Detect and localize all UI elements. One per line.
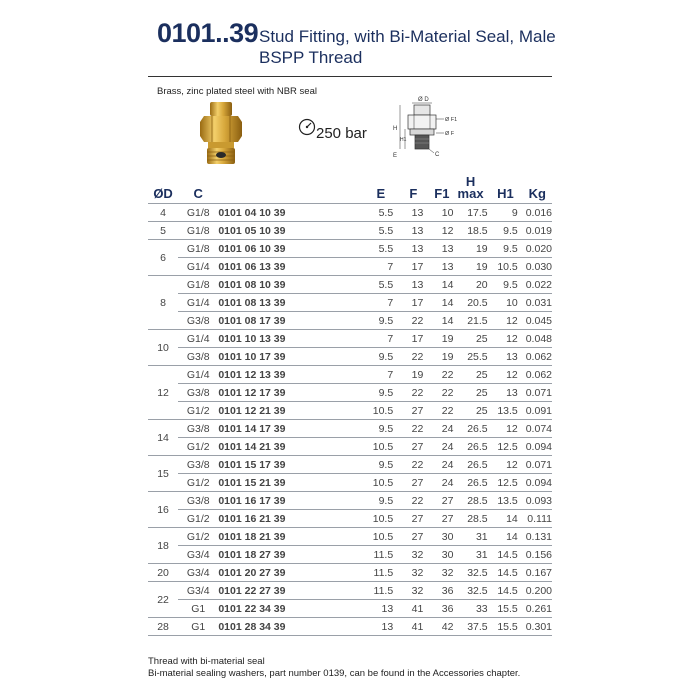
dim-f1: 24 [423,474,453,492]
label-h: H [393,126,398,132]
col-header-od: ØD [148,174,178,204]
weight-kg: 0.111 [518,510,552,528]
dim-e: 9.5 [339,312,393,330]
thread-size: G3/8 [178,348,218,366]
header-divider [148,76,552,77]
dim-h1: 12 [488,420,518,438]
thread-size: G3/8 [178,492,218,510]
weight-kg: 0.062 [518,366,552,384]
weight-kg: 0.022 [518,276,552,294]
dim-f: 27 [393,402,423,420]
weight-kg: 0.094 [518,438,552,456]
outer-diameter: 8 [148,276,178,330]
dim-h: 18.5 [453,222,487,240]
dim-f1: 22 [423,384,453,402]
dim-h: 20.5 [453,294,487,312]
col-header-h1: H1 [488,174,518,204]
thread-size: G1/4 [178,294,218,312]
weight-kg: 0.156 [518,546,552,564]
table-header-row [148,174,552,204]
dim-h1: 14.5 [488,582,518,600]
table-row [148,240,552,258]
dim-h1: 14.5 [488,546,518,564]
part-number: 0101 06 10 39 [218,240,339,258]
weight-kg: 0.200 [518,582,552,600]
dim-h1: 13 [488,348,518,366]
outer-diameter: 10 [148,330,178,366]
dim-f1: 22 [423,366,453,384]
table-row [148,474,552,492]
table-row [148,330,552,348]
dim-h1: 12 [488,456,518,474]
part-number: 0101 18 27 39 [218,546,339,564]
dim-f1: 24 [423,438,453,456]
dim-h1: 13 [488,384,518,402]
table-row [148,258,552,276]
dim-h1: 9 [488,204,518,222]
part-number: 0101 15 21 39 [218,474,339,492]
dim-h1: 12.5 [488,438,518,456]
dim-f: 13 [393,276,423,294]
table-row [148,276,552,294]
col-header-f1: F1 [423,174,453,204]
weight-kg: 0.030 [518,258,552,276]
dim-e: 11.5 [339,564,393,582]
weight-kg: 0.131 [518,528,552,546]
thread-size: G3/8 [178,420,218,438]
outer-diameter: 14 [148,420,178,456]
part-number: 0101 14 21 39 [218,438,339,456]
outer-diameter: 18 [148,528,178,564]
thread-size: G1/8 [178,222,218,240]
dim-f1: 27 [423,510,453,528]
dim-f1: 30 [423,528,453,546]
dim-e: 9.5 [339,456,393,474]
dim-h1: 10.5 [488,258,518,276]
dim-h1: 15.5 [488,600,518,618]
material-description: Brass, zinc plated steel with NBR seal [157,86,317,97]
dim-h1: 15.5 [488,618,518,636]
weight-kg: 0.020 [518,240,552,258]
part-number: 0101 20 27 39 [218,564,339,582]
dim-f: 17 [393,330,423,348]
product-title-line1: Stud Fitting, with Bi-Material Seal, Male [259,27,556,46]
table-row [148,582,552,600]
footnote-bi-material: Thread with bi-material seal [148,656,265,667]
technical-drawing [388,93,468,163]
dim-e: 10.5 [339,438,393,456]
dim-h: 19 [453,240,487,258]
dim-e: 10.5 [339,402,393,420]
dim-h1: 13.5 [488,492,518,510]
dim-h1: 9.5 [488,276,518,294]
dim-h: 21.5 [453,312,487,330]
dim-f1: 36 [423,600,453,618]
weight-kg: 0.167 [518,564,552,582]
label-od: Ø D [418,97,429,103]
table-row [148,348,552,366]
thread-size: G1 [178,600,218,618]
dim-e: 5.5 [339,204,393,222]
part-number: 0101 12 13 39 [218,366,339,384]
table-row [148,366,552,384]
dim-h: 26.5 [453,438,487,456]
dim-f: 32 [393,582,423,600]
dim-e: 11.5 [339,582,393,600]
outer-diameter: 4 [148,204,178,222]
outer-diameter: 15 [148,456,178,492]
table-row [148,294,552,312]
dim-e: 10.5 [339,474,393,492]
dim-e: 13 [339,600,393,618]
table-row [148,312,552,330]
thread-size: G1/8 [178,204,218,222]
part-number: 0101 16 21 39 [218,510,339,528]
col-header-h-sub: max [457,186,484,201]
weight-kg: 0.048 [518,330,552,348]
dim-h1: 12 [488,366,518,384]
weight-kg: 0.074 [518,420,552,438]
col-header-h [453,174,487,204]
dim-h: 26.5 [453,456,487,474]
dim-h: 28.5 [453,492,487,510]
dim-h1: 14.5 [488,564,518,582]
table-body [148,204,552,636]
dim-f1: 24 [423,420,453,438]
part-number: 0101 08 10 39 [218,276,339,294]
dim-f: 27 [393,474,423,492]
col-header-kg: Kg [518,174,552,204]
dim-e: 10.5 [339,528,393,546]
col-header-part [218,174,339,204]
col-header-f: F [393,174,423,204]
part-number: 0101 08 13 39 [218,294,339,312]
thread-size: G1/4 [178,366,218,384]
dim-h1: 14 [488,510,518,528]
dim-f: 22 [393,348,423,366]
dim-e: 10.5 [339,510,393,528]
product-title-line2: BSPP Thread [259,48,363,67]
part-number: 0101 10 13 39 [218,330,339,348]
thread-size: G1/2 [178,402,218,420]
outer-diameter: 16 [148,492,178,528]
table-row [148,564,552,582]
dim-e: 7 [339,366,393,384]
dim-h: 25 [453,402,487,420]
outer-diameter: 20 [148,564,178,582]
weight-kg: 0.071 [518,456,552,474]
product-code: 0101..39 [157,18,259,48]
dim-h: 32.5 [453,564,487,582]
thread-size: G3/8 [178,384,218,402]
thread-size: G1/2 [178,474,218,492]
dim-h: 25 [453,366,487,384]
label-e: E [393,153,398,159]
thread-size: G1/4 [178,330,218,348]
dim-f1: 36 [423,582,453,600]
weight-kg: 0.093 [518,492,552,510]
dim-h: 31 [453,528,487,546]
thread-size: G1/2 [178,510,218,528]
dim-h: 25 [453,330,487,348]
dim-f1: 14 [423,312,453,330]
weight-kg: 0.071 [518,384,552,402]
part-number: 0101 16 17 39 [218,492,339,510]
dim-h1: 12 [488,330,518,348]
dim-f1: 14 [423,276,453,294]
weight-kg: 0.094 [518,474,552,492]
part-number: 0101 05 10 39 [218,222,339,240]
label-of: Ø F [445,131,455,137]
table-row [148,528,552,546]
weight-kg: 0.261 [518,600,552,618]
dim-f: 32 [393,546,423,564]
outer-diameter: 12 [148,366,178,420]
weight-kg: 0.062 [518,348,552,366]
outer-diameter: 5 [148,222,178,240]
thread-size: G3/4 [178,582,218,600]
dim-h1: 9.5 [488,240,518,258]
dim-f: 22 [393,384,423,402]
label-c: C [435,152,440,158]
label-h1: H1 [400,137,407,143]
part-number: 0101 12 21 39 [218,402,339,420]
dim-h1: 12.5 [488,474,518,492]
dim-h1: 14 [488,528,518,546]
dim-e: 7 [339,330,393,348]
dim-h: 25 [453,384,487,402]
table-row [148,510,552,528]
part-number: 0101 12 17 39 [218,384,339,402]
dim-f1: 14 [423,294,453,312]
fitting-photo [196,100,246,170]
dim-h1: 10 [488,294,518,312]
thread-size: G1/8 [178,240,218,258]
table-row [148,618,552,636]
dim-f1: 19 [423,348,453,366]
dim-h1: 13.5 [488,402,518,420]
dim-e: 9.5 [339,492,393,510]
weight-kg: 0.016 [518,204,552,222]
table-row [148,492,552,510]
dim-e: 9.5 [339,348,393,366]
dim-f: 32 [393,564,423,582]
table-row [148,204,552,222]
footnote-washers: Bi-material sealing washers, part number 0139, can be found in the Accessories chapter. [148,668,521,679]
pressure-rating: 250 bar [316,125,367,142]
col-header-h-main: H [465,174,476,189]
table-row [148,222,552,240]
table-row [148,402,552,420]
weight-kg: 0.301 [518,618,552,636]
thread-size: G1 [178,618,218,636]
thread-size: G1/2 [178,438,218,456]
thread-size: G3/4 [178,564,218,582]
dim-f1: 19 [423,330,453,348]
table-row [148,420,552,438]
dim-h: 20 [453,276,487,294]
outer-diameter: 28 [148,618,178,636]
table-row [148,600,552,618]
part-number: 0101 28 34 39 [218,618,339,636]
dim-f: 41 [393,600,423,618]
dim-h: 33 [453,600,487,618]
part-number: 0101 08 17 39 [218,312,339,330]
part-number: 0101 15 17 39 [218,456,339,474]
table-row [148,438,552,456]
dim-f1: 30 [423,546,453,564]
dim-e: 11.5 [339,546,393,564]
outer-diameter: 6 [148,240,178,276]
weight-kg: 0.019 [518,222,552,240]
col-header-e: E [339,174,393,204]
dim-f: 17 [393,258,423,276]
part-number: 0101 10 17 39 [218,348,339,366]
pressure-gauge-icon [298,118,316,136]
dim-f: 27 [393,438,423,456]
dim-f1: 42 [423,618,453,636]
table-row [148,456,552,474]
label-of1: Ø F1 [445,117,458,123]
dim-f: 27 [393,510,423,528]
dim-e: 7 [339,294,393,312]
weight-kg: 0.031 [518,294,552,312]
dim-f1: 32 [423,564,453,582]
dim-h1: 9.5 [488,222,518,240]
part-number: 0101 22 27 39 [218,582,339,600]
thread-size: G1/2 [178,528,218,546]
dim-e: 7 [339,258,393,276]
dim-f1: 10 [423,204,453,222]
dim-f: 13 [393,240,423,258]
thread-size: G1/8 [178,276,218,294]
table-row [148,546,552,564]
dim-h: 25.5 [453,348,487,366]
dim-f: 13 [393,204,423,222]
dim-f: 22 [393,456,423,474]
dim-h: 26.5 [453,474,487,492]
dim-e: 9.5 [339,420,393,438]
dim-f: 22 [393,312,423,330]
dim-h: 19 [453,258,487,276]
dim-f1: 24 [423,456,453,474]
dim-e: 5.5 [339,222,393,240]
dim-e: 9.5 [339,384,393,402]
dim-h1: 12 [488,312,518,330]
part-number: 0101 14 17 39 [218,420,339,438]
thread-size: G1/4 [178,258,218,276]
dim-h: 17.5 [453,204,487,222]
dim-f1: 13 [423,258,453,276]
dim-h: 28.5 [453,510,487,528]
col-header-c: C [178,174,218,204]
dim-f: 27 [393,528,423,546]
dim-e: 5.5 [339,240,393,258]
dim-f: 41 [393,618,423,636]
thread-size: G3/8 [178,312,218,330]
part-number: 0101 04 10 39 [218,204,339,222]
dim-h: 31 [453,546,487,564]
part-number: 0101 22 34 39 [218,600,339,618]
dim-f: 19 [393,366,423,384]
dim-f: 22 [393,492,423,510]
weight-kg: 0.091 [518,402,552,420]
dim-h: 32.5 [453,582,487,600]
dim-f: 22 [393,420,423,438]
thread-size: G3/8 [178,456,218,474]
specification-table [148,174,552,636]
outer-diameter: 22 [148,582,178,618]
part-number: 0101 06 13 39 [218,258,339,276]
thread-size: G3/4 [178,546,218,564]
dim-f1: 12 [423,222,453,240]
dim-e: 5.5 [339,276,393,294]
dim-f: 13 [393,222,423,240]
dim-h: 26.5 [453,420,487,438]
table-row [148,384,552,402]
dim-f1: 13 [423,240,453,258]
dim-f: 17 [393,294,423,312]
dim-f1: 27 [423,492,453,510]
weight-kg: 0.045 [518,312,552,330]
dim-f1: 22 [423,402,453,420]
dim-e: 13 [339,618,393,636]
dim-h: 37.5 [453,618,487,636]
part-number: 0101 18 21 39 [218,528,339,546]
